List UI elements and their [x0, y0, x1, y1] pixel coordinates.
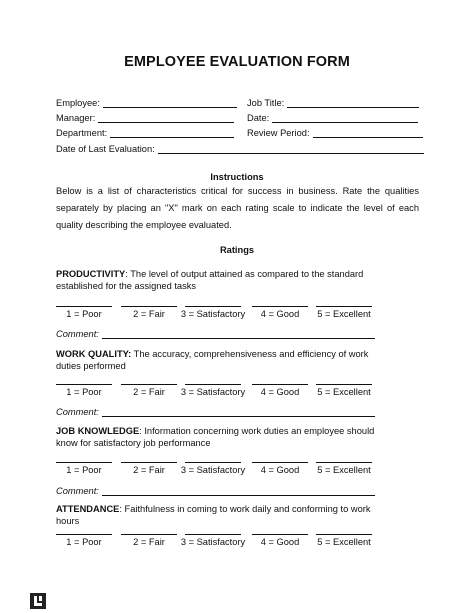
comment-input-line[interactable]: [102, 486, 375, 496]
rating-option-poor[interactable]: [56, 303, 112, 319]
comment-label: Comment:: [56, 486, 99, 496]
criterion-description: The accuracy, comprehensiveness and efficiency of work duties performed: [56, 349, 369, 371]
rating-line[interactable]: [316, 303, 372, 307]
rating-option-label: 4 = Good: [260, 465, 300, 475]
employee-input-line[interactable]: [103, 98, 237, 108]
last-evaluation-label: Date of Last Evaluation:: [56, 144, 155, 154]
rating-scale-attendance: [0, 531, 474, 553]
rating-option-label: 3 = Satisfactory: [180, 309, 246, 319]
department-field[interactable]: [56, 126, 234, 138]
rating-option-label: 2 = Fair: [133, 537, 165, 547]
comment-label: Comment:: [56, 407, 99, 417]
rating-option-label: 2 = Fair: [133, 465, 165, 475]
rating-option-label: 1 = Poor: [66, 387, 102, 397]
rating-option-label: 3 = Satisfactory: [180, 387, 246, 397]
criterion-description: : Information concerning work duties an employee should know for satisfactory job performance: [56, 426, 375, 448]
rating-line[interactable]: [56, 381, 112, 385]
job-title-label: Job Title:: [247, 98, 285, 108]
rating-option-label: 5 = Excellent: [317, 465, 371, 475]
rating-line[interactable]: [56, 303, 112, 307]
rating-option-good[interactable]: [252, 459, 308, 475]
rating-option-label: 1 = Poor: [66, 537, 102, 547]
comment-label: Comment:: [56, 329, 99, 339]
rating-scale-work-quality: [0, 381, 474, 403]
rating-option-label: 2 = Fair: [133, 387, 165, 397]
rating-option-good[interactable]: [252, 381, 308, 397]
rating-option-excellent[interactable]: [316, 303, 372, 319]
review-period-input-line[interactable]: [313, 128, 423, 138]
rating-option-poor[interactable]: [56, 381, 112, 397]
last-evaluation-field[interactable]: [56, 142, 424, 154]
criterion-description: : Faithfulness in coming to work daily and conforming to work hours: [56, 504, 371, 526]
rating-option-label: 4 = Good: [260, 387, 300, 397]
employee-label: Employee:: [56, 98, 100, 108]
criterion-name: ATTENDANCE: [56, 504, 120, 514]
rating-option-fair[interactable]: [121, 459, 177, 475]
date-input-line[interactable]: [272, 113, 418, 123]
legal-templates-logo-icon: [30, 593, 46, 609]
rating-line[interactable]: [185, 531, 241, 535]
rating-line[interactable]: [56, 459, 112, 463]
form-title: EMPLOYEE EVALUATION FORM: [124, 54, 350, 70]
criterion-job-knowledge: [56, 426, 376, 449]
rating-line[interactable]: [121, 459, 177, 463]
ratings-heading: Ratings: [219, 245, 255, 255]
rating-option-good[interactable]: [252, 531, 308, 547]
rating-option-good[interactable]: [252, 303, 308, 319]
employee-field[interactable]: [56, 96, 237, 108]
rating-line[interactable]: [252, 381, 308, 385]
department-input-line[interactable]: [110, 128, 234, 138]
rating-line[interactable]: [316, 459, 372, 463]
rating-option-label: 4 = Good: [260, 309, 300, 319]
job-title-input-line[interactable]: [287, 98, 419, 108]
rating-line[interactable]: [252, 459, 308, 463]
rating-option-excellent[interactable]: [316, 531, 372, 547]
rating-line[interactable]: [121, 531, 177, 535]
rating-option-label: 4 = Good: [260, 537, 300, 547]
criterion-name: WORK QUALITY:: [56, 349, 132, 359]
rating-option-label: 5 = Excellent: [317, 309, 371, 319]
rating-option-label: 2 = Fair: [133, 309, 165, 319]
instructions-heading: Instructions: [210, 172, 264, 182]
review-period-label: Review Period:: [247, 128, 310, 138]
rating-line[interactable]: [316, 531, 372, 535]
rating-option-fair[interactable]: [121, 303, 177, 319]
comment-job-knowledge[interactable]: [56, 484, 375, 496]
rating-scale-job-knowledge: [0, 459, 474, 481]
criterion-name: PRODUCTIVITY: [56, 269, 126, 279]
rating-option-label: 1 = Poor: [66, 465, 102, 475]
rating-scale-productivity: [0, 303, 474, 325]
rating-option-label: 5 = Excellent: [317, 537, 371, 547]
rating-line[interactable]: [316, 381, 372, 385]
last-evaluation-input-line[interactable]: [158, 144, 424, 154]
manager-input-line[interactable]: [98, 113, 234, 123]
criterion-work-quality: [56, 349, 376, 372]
rating-option-poor[interactable]: [56, 531, 112, 547]
rating-option-label: 3 = Satisfactory: [180, 537, 246, 547]
rating-line[interactable]: [121, 381, 177, 385]
rating-option-satisfactory[interactable]: [180, 381, 246, 397]
rating-option-excellent[interactable]: [316, 459, 372, 475]
rating-line[interactable]: [252, 531, 308, 535]
comment-work-quality[interactable]: [56, 405, 375, 417]
job-title-field[interactable]: [247, 96, 419, 108]
date-label: Date:: [247, 113, 270, 123]
rating-option-label: 1 = Poor: [66, 309, 102, 319]
rating-option-satisfactory[interactable]: [180, 459, 246, 475]
rating-option-satisfactory[interactable]: [180, 303, 246, 319]
review-period-field[interactable]: [247, 126, 423, 138]
rating-line[interactable]: [252, 303, 308, 307]
rating-option-satisfactory[interactable]: [180, 531, 246, 547]
manager-label: Manager:: [56, 113, 96, 123]
comment-productivity[interactable]: [56, 327, 375, 339]
manager-field[interactable]: [56, 111, 234, 123]
rating-option-label: 3 = Satisfactory: [180, 465, 246, 475]
criterion-attendance: [56, 504, 376, 527]
rating-line[interactable]: [185, 459, 241, 463]
date-field[interactable]: [247, 111, 418, 123]
rating-line[interactable]: [185, 381, 241, 385]
rating-line[interactable]: [185, 303, 241, 307]
criterion-name: JOB KNOWLEDGE: [56, 426, 140, 436]
rating-option-label: 5 = Excellent: [317, 387, 371, 397]
criterion-description: : The level of output attained as compared to the standard established for the assigned tasks: [56, 269, 364, 291]
comment-input-line[interactable]: [102, 329, 375, 339]
rating-option-excellent[interactable]: [316, 381, 372, 397]
criterion-productivity: [56, 269, 376, 292]
comment-input-line[interactable]: [102, 407, 375, 417]
department-label: Department:: [56, 128, 108, 138]
rating-option-fair[interactable]: [121, 381, 177, 397]
rating-line[interactable]: [121, 303, 177, 307]
rating-line[interactable]: [56, 531, 112, 535]
rating-option-poor[interactable]: [56, 459, 112, 475]
instructions-text: Below is a list of characteristics critical for success in business. Rate the qualities separately by placing an "X" mark on each rating scale to indicate the level of each quality describing the employee evaluated.: [56, 186, 419, 231]
rating-option-fair[interactable]: [121, 531, 177, 547]
